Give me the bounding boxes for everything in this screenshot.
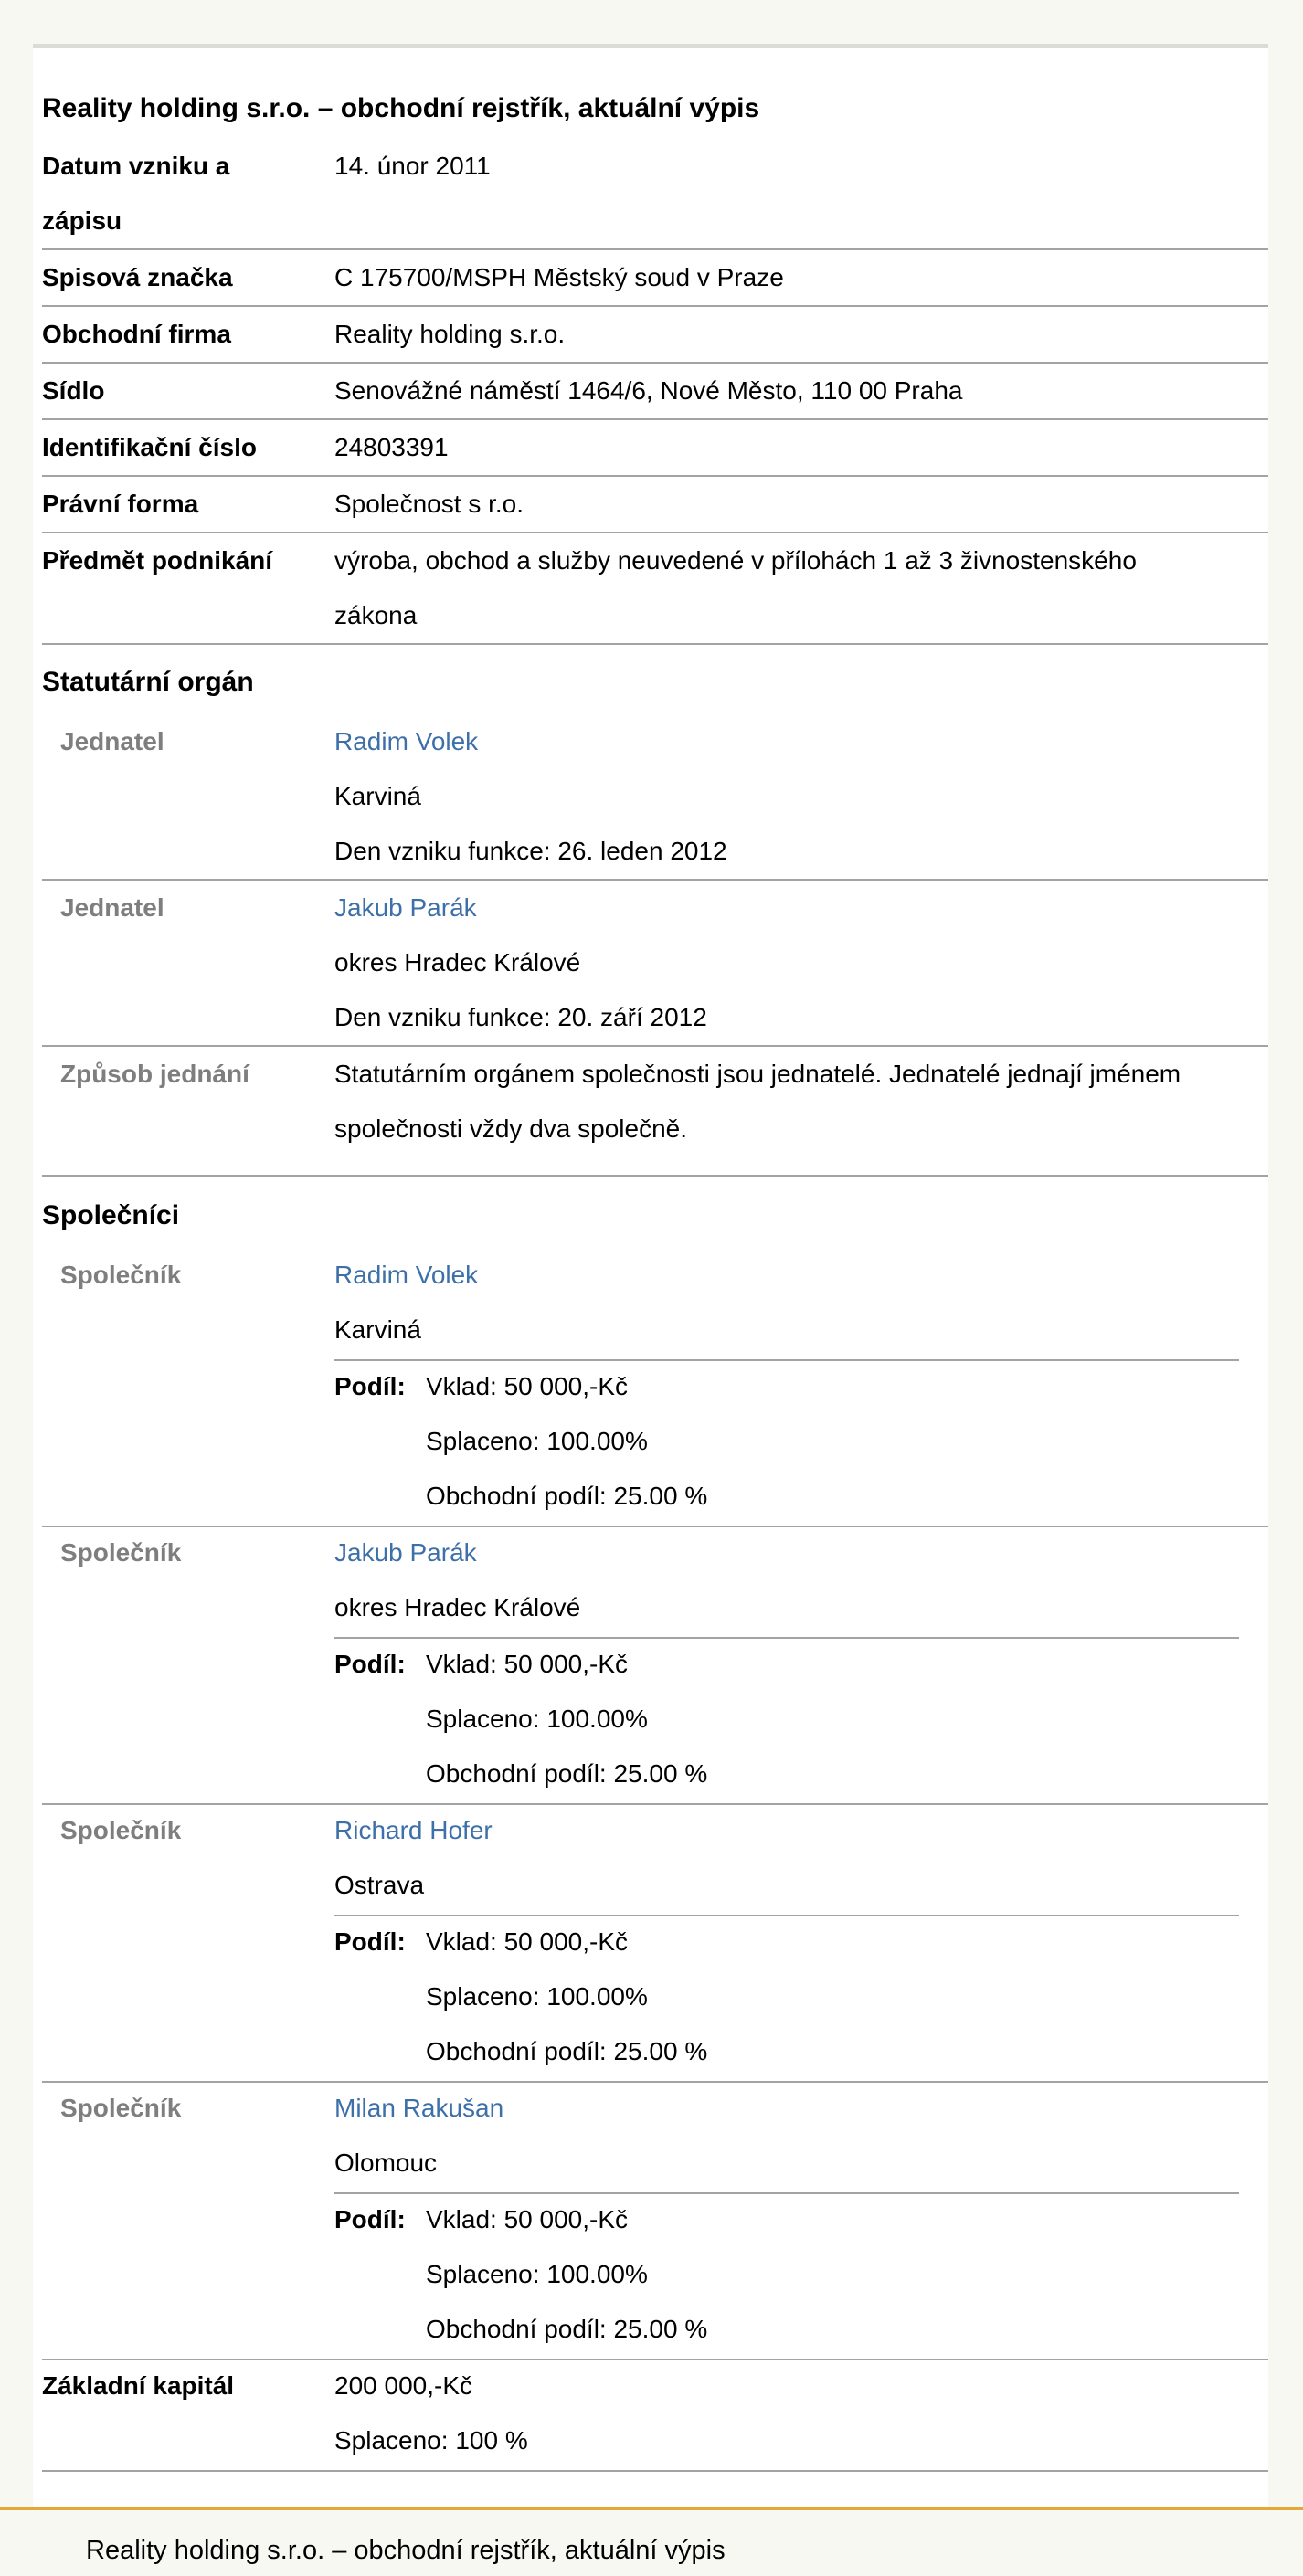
statutory-heading: Statutární orgán <box>42 667 254 697</box>
row-divider <box>42 475 1268 477</box>
predmet-value-line2: zákona <box>334 601 418 629</box>
partner-role: Společník <box>60 1538 182 1567</box>
datum-label-line1: Datum vzniku a <box>42 152 230 180</box>
share-label: Podíl: <box>334 1927 406 1956</box>
partner-share: Obchodní podíl: 25.00 % <box>426 1759 708 1788</box>
row-divider <box>42 1526 1268 1527</box>
share-label: Podíl: <box>334 1650 406 1678</box>
partner-share: Obchodní podíl: 25.00 % <box>426 2037 708 2065</box>
partners-heading: Společníci <box>42 1200 180 1230</box>
forma-value: Společnost s r.o. <box>334 490 524 518</box>
row-divider <box>42 362 1268 364</box>
partner-name-link[interactable]: Milan Rakušan <box>334 2094 504 2122</box>
acting-value-line2: společnosti vždy dva společně. <box>334 1114 687 1143</box>
row-divider <box>42 1803 1268 1805</box>
predmet-value-line1: výroba, obchod a služby neuvedené v přílohách 1 až 3 živnostenského <box>334 546 1137 575</box>
share-label: Podíl: <box>334 2205 406 2233</box>
firma-label: Obchodní firma <box>42 320 231 348</box>
jednatel-role: Jednatel <box>60 893 164 922</box>
partner-place: Olomouc <box>334 2148 438 2177</box>
partner-place: Karviná <box>334 1315 421 1344</box>
jednatel-role: Jednatel <box>60 727 164 755</box>
partner-deposit: Vklad: 50 000,-Kč <box>426 1372 629 1400</box>
page-title: Reality holding s.r.o. – obchodní rejstřík, aktuální výpis <box>42 93 760 123</box>
row-divider <box>42 2359 1268 2360</box>
jednatel-place: Karviná <box>334 782 421 810</box>
datum-label-line2: zápisu <box>42 206 122 235</box>
partner-paid: Splaceno: 100.00% <box>426 2260 648 2288</box>
firma-value: Reality holding s.r.o. <box>334 320 566 348</box>
partner-deposit: Vklad: 50 000,-Kč <box>426 2205 629 2233</box>
datum-value: 14. únor 2011 <box>334 152 491 180</box>
sidlo-label: Sídlo <box>42 376 105 405</box>
sidlo-value: Senovážné náměstí 1464/6, Nové Město, 110 00 Praha <box>334 376 963 405</box>
jednatel-since: Den vzniku funkce: 26. leden 2012 <box>334 837 727 865</box>
partner-deposit: Vklad: 50 000,-Kč <box>426 1927 629 1956</box>
partner-name-link[interactable]: Richard Hofer <box>334 1816 493 1844</box>
share-divider <box>334 1915 1239 1916</box>
partner-deposit: Vklad: 50 000,-Kč <box>426 1650 629 1678</box>
partner-place: okres Hradec Králové <box>334 1593 581 1621</box>
share-label: Podíl: <box>334 1372 406 1400</box>
partner-paid: Splaceno: 100.00% <box>426 1982 648 2011</box>
forma-label: Právní forma <box>42 490 199 518</box>
acting-label: Způsob jednání <box>60 1060 249 1088</box>
share-divider <box>334 2192 1239 2194</box>
row-divider <box>42 643 1268 645</box>
partner-role: Společník <box>60 2094 182 2122</box>
partner-share: Obchodní podíl: 25.00 % <box>426 1482 708 1510</box>
acting-value-line1: Statutárním orgánem společnosti jsou jednatelé. Jednatelé jednají jménem <box>334 1060 1181 1088</box>
partner-name-link[interactable]: Jakub Parák <box>334 1538 477 1567</box>
footer <box>0 2510 1303 2576</box>
row-divider <box>42 248 1268 250</box>
ico-label: Identifikační číslo <box>42 433 257 461</box>
capital-paid: Splaceno: 100 % <box>334 2426 528 2455</box>
row-divider <box>42 2081 1268 2083</box>
partner-place: Ostrava <box>334 1871 425 1899</box>
partner-paid: Splaceno: 100.00% <box>426 1705 648 1733</box>
partner-role: Společník <box>60 1816 182 1844</box>
share-divider <box>334 1359 1239 1361</box>
spis-label: Spisová značka <box>42 263 233 291</box>
partner-paid: Splaceno: 100.00% <box>426 1427 648 1455</box>
row-divider <box>42 1175 1268 1177</box>
capital-value: 200 000,-Kč <box>334 2371 472 2400</box>
row-divider <box>42 2470 1268 2472</box>
partner-role: Společník <box>60 1261 182 1289</box>
capital-label: Základní kapitál <box>42 2371 235 2400</box>
jednatel-since: Den vzniku funkce: 20. září 2012 <box>334 1003 707 1031</box>
partner-share: Obchodní podíl: 25.00 % <box>426 2315 708 2343</box>
jednatel-name-link[interactable]: Jakub Parák <box>334 893 477 922</box>
footer-text: Reality holding s.r.o. – obchodní rejstřík, aktuální výpis <box>86 2536 726 2565</box>
row-divider <box>42 879 1268 881</box>
share-divider <box>334 1637 1239 1639</box>
predmet-label: Předmět podnikání <box>42 546 273 575</box>
spis-value: C 175700/MSPH Městský soud v Praze <box>334 263 784 291</box>
partner-name-link[interactable]: Radim Volek <box>334 1261 479 1289</box>
row-divider <box>42 532 1268 533</box>
row-divider <box>42 1045 1268 1047</box>
jednatel-name-link[interactable]: Radim Volek <box>334 727 479 755</box>
jednatel-place: okres Hradec Králové <box>334 948 581 977</box>
row-divider <box>42 418 1268 420</box>
ico-value: 24803391 <box>334 433 449 461</box>
row-divider <box>42 305 1268 307</box>
register-extract <box>33 48 1268 2507</box>
